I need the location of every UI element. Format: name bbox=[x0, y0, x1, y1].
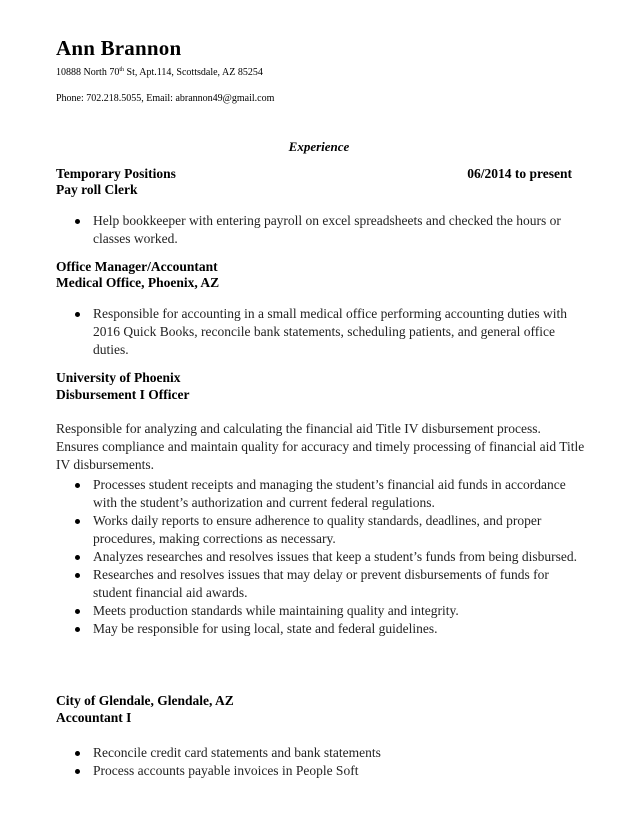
bullet-text: Process accounts payable invoices in People Soft bbox=[93, 763, 359, 778]
bullet-text: Analyzes researches and resolves issues that keep a student’s funds from being disbursed. bbox=[93, 549, 577, 564]
job-1-title: Pay roll Clerk bbox=[56, 182, 138, 197]
section-title-experience: Experience bbox=[288, 139, 350, 154]
list-item bbox=[56, 620, 586, 638]
bullet-dot bbox=[75, 483, 80, 488]
list-item bbox=[56, 744, 586, 762]
address bbox=[56, 67, 263, 78]
bullet-dot bbox=[75, 519, 80, 524]
job-3-summary: Responsible for analyzing and calculating the financial aid Title IV disbursement process. Ensures compliance and maintain quality for accuracy and timely processing of financial aid Title IV disbursements. bbox=[56, 421, 585, 472]
job-1-header bbox=[56, 166, 572, 182]
list-item bbox=[56, 602, 586, 620]
bullet-text: Responsible for accounting in a small medical office performing accounting duties with 2016 Quick Books, reconcile bank statements, scheduling patients, and general office duties. bbox=[93, 306, 567, 357]
job-3-org: University of Phoenix bbox=[56, 370, 181, 385]
job-4-org: City of Glendale, Glendale, AZ bbox=[56, 693, 234, 708]
list-item bbox=[56, 566, 586, 602]
address-street: 10888 North 70 bbox=[56, 67, 120, 78]
list-item bbox=[56, 548, 586, 566]
job-2-bullets bbox=[56, 305, 586, 359]
bullet-text: May be responsible for using local, state and federal guidelines. bbox=[93, 621, 438, 636]
job-1-org: Temporary Positions bbox=[56, 166, 176, 181]
bullet-text: Reconcile credit card statements and bank statements bbox=[93, 745, 381, 760]
list-item bbox=[56, 762, 586, 780]
bullet-text: Works daily reports to ensure adherence to quality standards, deadlines, and proper procedures, making corrections as necessary. bbox=[93, 513, 542, 546]
bullet-dot bbox=[75, 609, 80, 614]
list-item bbox=[56, 476, 586, 512]
job-4-bullets bbox=[56, 744, 586, 780]
bullet-dot bbox=[75, 627, 80, 632]
bullet-dot bbox=[75, 219, 80, 224]
contact-line: Phone: 702.218.5055, Email: abrannon49@gmail.com bbox=[56, 93, 275, 104]
bullet-dot bbox=[75, 769, 80, 774]
job-1-date: 06/2014 to present bbox=[467, 166, 572, 181]
job-3-bullets bbox=[56, 476, 586, 638]
bullet-text: Researches and resolves issues that may delay or prevent disbursements of funds for student financial aid awards. bbox=[93, 567, 549, 600]
list-item bbox=[56, 212, 586, 248]
job-2-org: Office Manager/Accountant bbox=[56, 259, 218, 274]
job-1-bullets bbox=[56, 212, 586, 248]
address-city: St, Apt.114, Scottsdale, AZ 85254 bbox=[124, 67, 263, 78]
bullet-dot bbox=[75, 555, 80, 560]
bullet-text: Meets production standards while maintaining quality and integrity. bbox=[93, 603, 459, 618]
bullet-text: Processes student receipts and managing the student’s financial aid funds in accordance with the student’s authorization and current federal regulations. bbox=[93, 477, 566, 510]
bullet-dot bbox=[75, 573, 80, 578]
job-2-title: Medical Office, Phoenix, AZ bbox=[56, 275, 220, 290]
address-ordinal: th bbox=[119, 67, 125, 73]
candidate-name: Ann Brannon bbox=[56, 36, 182, 60]
bullet-dot bbox=[75, 312, 80, 317]
bullet-dot bbox=[75, 751, 80, 756]
list-item bbox=[56, 305, 586, 359]
job-3-title: Disbursement I Officer bbox=[56, 387, 190, 402]
job-4-title: Accountant I bbox=[56, 710, 132, 725]
bullet-text: Help bookkeeper with entering payroll on excel spreadsheets and checked the hours or classes worked. bbox=[93, 213, 561, 246]
list-item bbox=[56, 512, 586, 548]
